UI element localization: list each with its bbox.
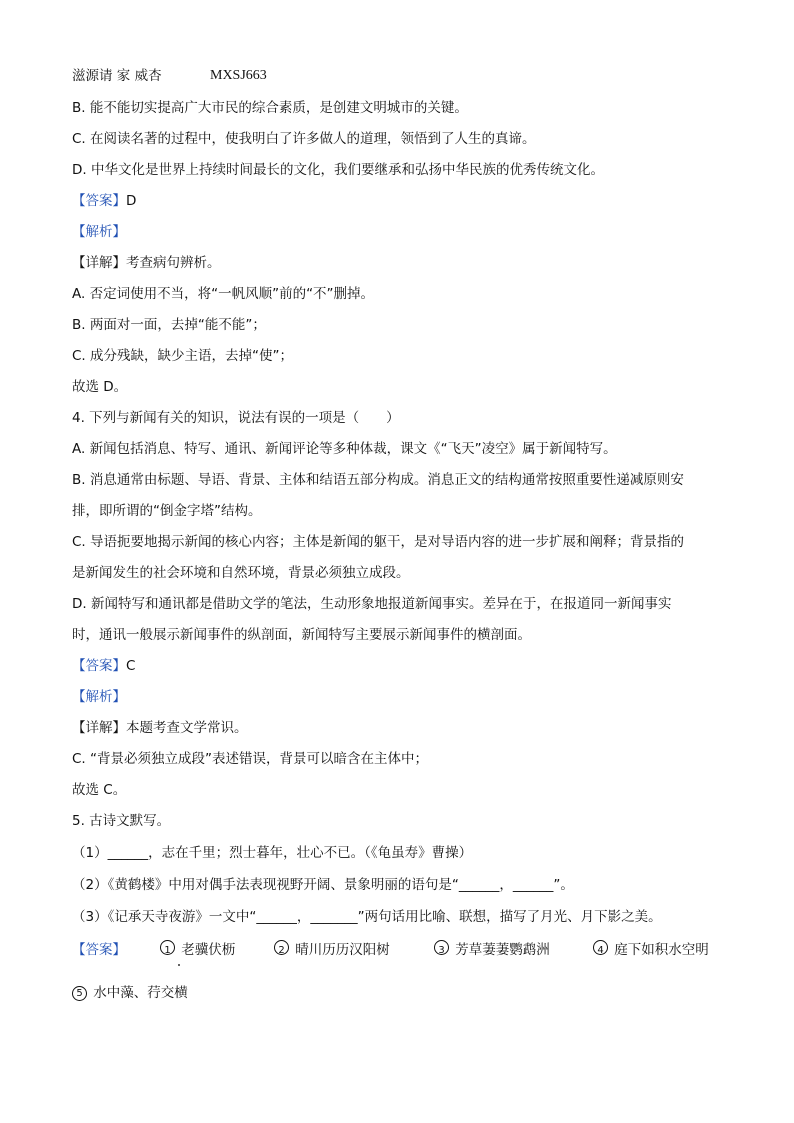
q3-detail-line	[72, 253, 221, 273]
q5-answer-1-num: 1	[160, 940, 175, 955]
q4-option-b-line2: 排，即所谓的“倒金字塔”结构。	[72, 503, 262, 519]
q5-answer-row	[72, 940, 752, 962]
q5-answer-3	[434, 940, 550, 960]
q4-answer-value: C	[126, 658, 136, 674]
q5-stem: 5. 古诗文默写。	[72, 813, 171, 829]
q4-option-a: A. 新闻包括消息、特写、通讯、新闻评论等多种体裁，课文《“飞天”凌空》属于新闻特写。	[72, 441, 617, 457]
q4-detail-line	[72, 718, 248, 738]
q5-answer-1-text: 老骥伏枥	[181, 942, 236, 958]
q5-answer-3-text: 芳草萋萋鹦鹉洲	[455, 942, 550, 958]
q3-option-b: B. 能不能切实提高广大市民的综合素质，是创建文明城市的关键。	[72, 100, 468, 116]
header-left-text: 滋源请 家 威杏	[72, 68, 162, 84]
q4-analysis-label: 【解析】	[72, 689, 126, 705]
q3-explain-c: C. 成分残缺，缺少主语，去掉“使”；	[72, 348, 293, 364]
q4-option-d-line1: D. 新闻特写和通讯都是借助文学的笔法，生动形象地报道新闻事实。差异在于，在报道同一新闻事实	[72, 596, 672, 612]
q3-explain-a: A. 否定词使用不当，将“一帆风顺”前的“不”删掉。	[72, 286, 375, 302]
q3-detail-text: 考查病句辨析。	[126, 255, 221, 271]
q4-stem: 4. 下列与新闻有关的知识，说法有误的一项是（ ）	[72, 410, 400, 426]
q4-option-b-line1: B. 消息通常由标题、导语、背景、主体和结语五部分构成。消息正文的结构通常按照重要性递减原则安	[72, 472, 684, 488]
q3-detail-label: 【详解】	[72, 255, 126, 271]
q4-answer-line	[72, 656, 135, 676]
q3-analysis-label: 【解析】	[72, 224, 126, 240]
q3-answer-line	[72, 191, 136, 211]
q4-option-d-line2: 时，通讯一般展示新闻事件的纵剖面，新闻特写主要展示新闻事件的横剖面。	[72, 627, 531, 643]
q5-answer-2	[274, 940, 390, 960]
q4-answer-label: 【答案】	[72, 658, 126, 674]
q5-answer-3-num: 3	[434, 940, 449, 955]
q4-detail-text: 本题考查文学常识。	[126, 720, 248, 736]
q5-answer-2-num: 2	[274, 940, 289, 955]
q5-item1: （1）______，志在千里；烈士暮年，壮心不已。（《龟虽寿》曹操）	[72, 845, 473, 861]
q5-item3: （3）《记承天寺夜游》一文中“______，_______”两句话用比喻、联想，描写了月光、月下影之美。	[72, 909, 662, 925]
q4-detail-label: 【详解】	[72, 720, 126, 736]
q4-explain-c: C. “背景必须独立成段”表述错误，背景可以暗含在主体中；	[72, 751, 428, 767]
q5-answer-5	[72, 983, 188, 1003]
q5-answer-4-num: 4	[593, 940, 608, 955]
q3-explain-b: B. 两面对一面，去掉“能不能”；	[72, 317, 266, 333]
q5-answer-4	[593, 940, 709, 960]
q4-conclusion: 故选 C。	[72, 782, 127, 798]
q4-option-c-line1: C. 导语扼要地揭示新闻的核心内容；主体是新闻的躯干，是对导语内容的进一步扩展和阐释；背景指的	[72, 534, 685, 550]
q3-answer-label: 【答案】	[72, 193, 126, 209]
q3-answer-value: D	[126, 193, 137, 209]
q3-conclusion: 故选 D。	[72, 379, 128, 395]
q5-answer-label: 【答案】	[72, 942, 126, 958]
q5-answer-4-text: 庭下如积水空明	[614, 942, 709, 958]
q5-answer-5-num: 5	[72, 986, 87, 1001]
q4-option-c-line2: 是新闻发生的社会环境和自然环境，背景必须独立成段。	[72, 565, 410, 581]
q5-answer-1	[160, 940, 235, 960]
q3-option-c: C. 在阅读名著的过程中，使我明白了许多做人的道理，领悟到了人生的真谛。	[72, 131, 536, 147]
q5-answer-2-text: 晴川历历汉阳树	[295, 942, 390, 958]
stray-dot	[178, 964, 180, 966]
q5-answer-5-text: 水中藻、荇交横	[93, 985, 188, 1001]
header-code: MXSJ663	[210, 68, 267, 83]
q5-item2: （2）《黄鹤楼》中用对偶手法表现视野开阔、景象明丽的语句是“______，______”。	[72, 877, 574, 893]
q3-option-d: D. 中华文化是世界上持续时间最长的文化，我们要继承和弘扬中华民族的优秀传统文化。	[72, 162, 604, 178]
